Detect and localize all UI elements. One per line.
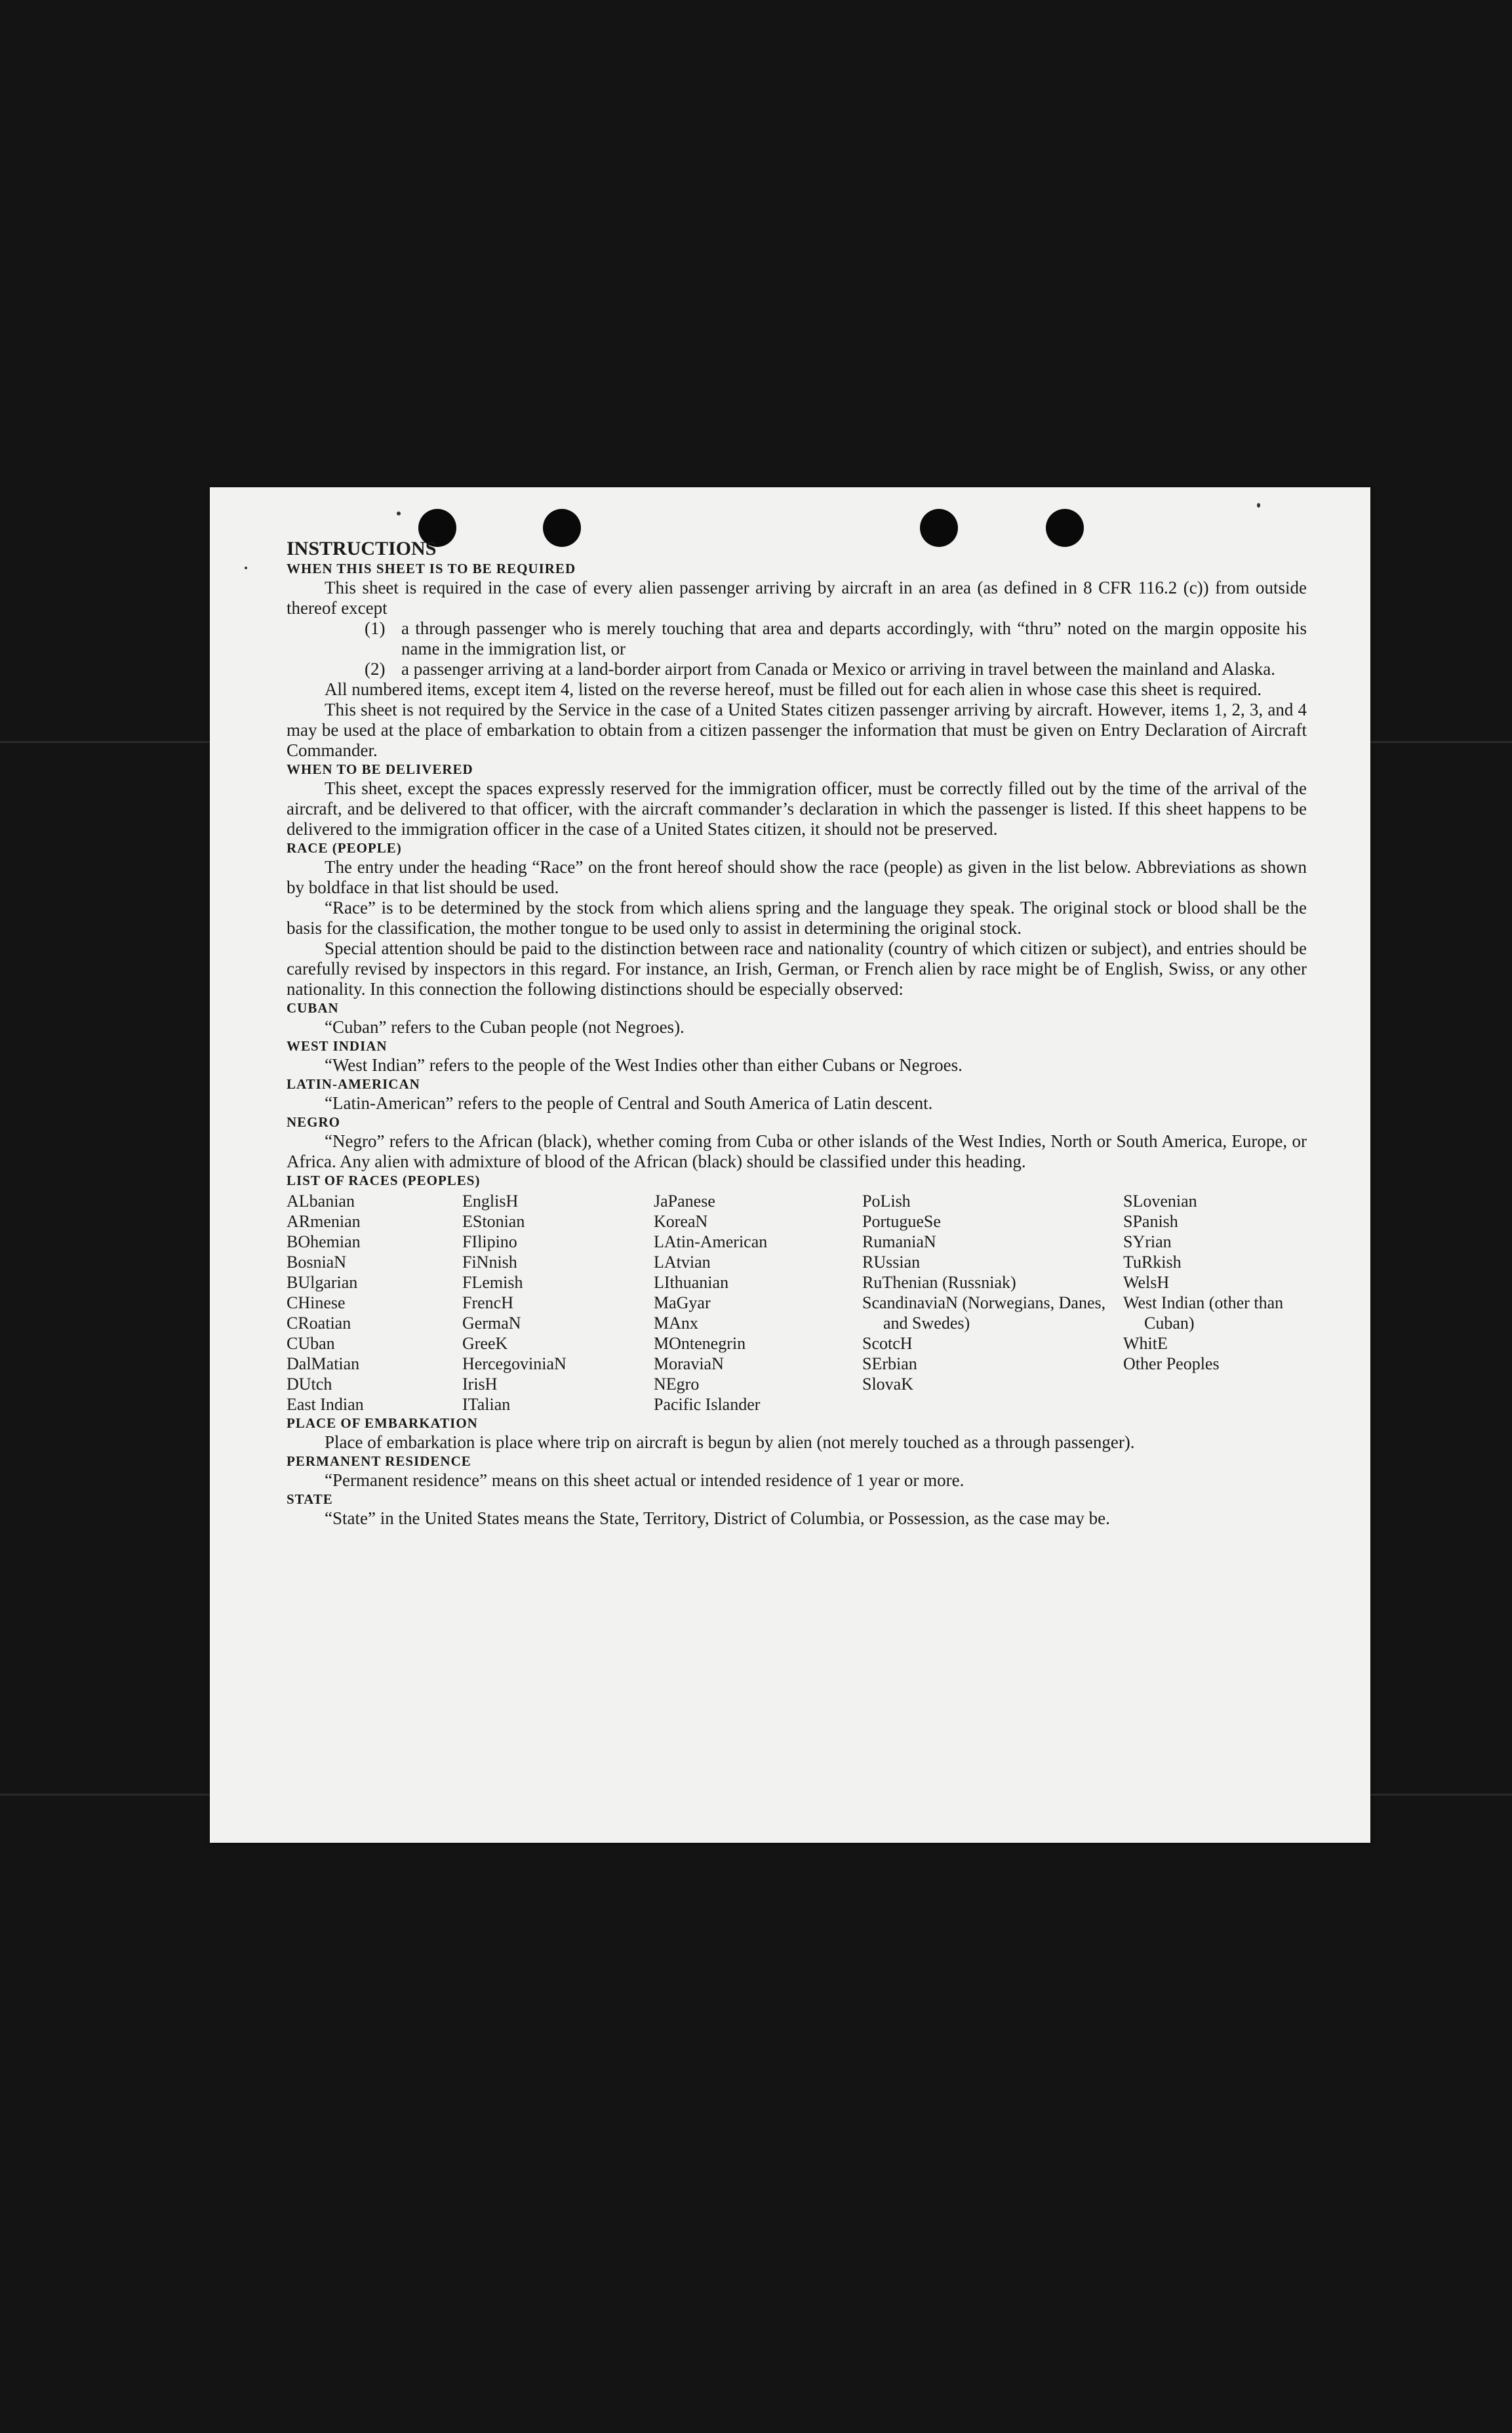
race-entry: Pacific Islander bbox=[654, 1395, 761, 1414]
race-entry: GreeK bbox=[462, 1334, 508, 1353]
races-column bbox=[654, 1191, 862, 1415]
section-heading-state: STATE bbox=[287, 1491, 333, 1507]
race-entry: PortugueSe bbox=[862, 1212, 941, 1231]
race-entry: KoreaN bbox=[654, 1212, 708, 1231]
paragraph: “Latin-American” refers to the people of Central and South America of Latin descent. bbox=[325, 1093, 933, 1113]
race-entry: HercegoviniaN bbox=[462, 1354, 567, 1373]
paragraph: “Negro” refers to the African (black), whether coming from Cuba or other islands of the West Indies, North or South America, Europe, or Africa. Any alien with admixture of blood of the African (black) should be classified under this heading. bbox=[287, 1131, 1307, 1171]
race-entry: RuThenian (Russniak) bbox=[862, 1273, 1016, 1292]
races-column bbox=[1123, 1191, 1307, 1415]
race-entry: ARmenian bbox=[287, 1212, 361, 1231]
paragraph: This sheet is required in the case of every alien passenger arriving by aircraft in an area (as defined in 8 CFR 116.2 (c)) from outside thereof except bbox=[287, 578, 1307, 618]
page-title: INSTRUCTIONS bbox=[287, 538, 437, 559]
section-heading-when-required: WHEN THIS SHEET IS TO BE REQUIRED bbox=[287, 561, 576, 576]
race-entry: ScandinaviaN (Norwegians, Danes, and Swedes) bbox=[862, 1293, 1106, 1333]
paragraph: Place of embarkation is place where trip on aircraft is begun by alien (not merely touched as a through passenger). bbox=[325, 1432, 1135, 1452]
race-entry: SlovaK bbox=[862, 1375, 913, 1394]
race-entry: BosniaN bbox=[287, 1253, 346, 1272]
race-entry: LAtin-American bbox=[654, 1232, 768, 1251]
race-entry: CRoatian bbox=[287, 1314, 351, 1333]
races-list bbox=[287, 1191, 1307, 1415]
races-column bbox=[287, 1191, 462, 1415]
paragraph: Special attention should be paid to the distinction between race and nationality (country of which citizen or subject), and entries should be carefully revised by inspectors in this regard. For instance, an Irish, German, or French alien by race might be of English, Swiss, or any other nationality. In this connection the following distinctions should be especially observed: bbox=[287, 938, 1307, 999]
race-entry: BOhemian bbox=[287, 1232, 361, 1251]
race-entry: ALbanian bbox=[287, 1192, 355, 1211]
race-entry: MOntenegrin bbox=[654, 1334, 746, 1353]
race-entry: GermaN bbox=[462, 1314, 521, 1333]
race-entry: TuRkish bbox=[1123, 1253, 1182, 1272]
paragraph: All numbered items, except item 4, listed on the reverse hereof, must be filled out for each alien in whose case this sheet is required. bbox=[325, 679, 1262, 699]
paper-speck bbox=[1257, 503, 1260, 508]
item-number: (1) bbox=[365, 618, 386, 638]
paragraph: “Permanent residence” means on this sheet actual or intended residence of 1 year or more. bbox=[325, 1470, 965, 1490]
paragraph: “State” in the United States means the State, Territory, District of Columbia, or Possession, as the case may be. bbox=[325, 1508, 1110, 1528]
race-entry: MoraviaN bbox=[654, 1354, 724, 1373]
paragraph: This sheet, except the spaces expressly reserved for the immigration officer, must be correctly filled out by the time of the arrival of the aircraft, and be delivered to that officer, with the aircraft commander’s declaration in which the passenger is listed. If this sheet happens to be delivered to the immigration officer in the case of a United States citizen, it should not be preserved. bbox=[287, 778, 1307, 839]
race-entry: DalMatian bbox=[287, 1354, 360, 1373]
paragraph: “Cuban” refers to the Cuban people (not Negroes). bbox=[325, 1017, 685, 1037]
race-entry: FiNnish bbox=[462, 1253, 517, 1272]
race-entry: PoLish bbox=[862, 1192, 911, 1211]
race-entry: CUban bbox=[287, 1334, 335, 1353]
section-heading-place-of-embarkation: PLACE OF EMBARKATION bbox=[287, 1415, 478, 1431]
section-heading-list-of-races: LIST OF RACES (PEOPLES) bbox=[287, 1173, 481, 1188]
section-heading-permanent-residence: PERMANENT RESIDENCE bbox=[287, 1453, 471, 1469]
race-entry: FrencH bbox=[462, 1293, 513, 1312]
race-entry: East Indian bbox=[287, 1395, 364, 1414]
race-entry: WelsH bbox=[1123, 1273, 1170, 1292]
race-entry: DUtch bbox=[287, 1375, 332, 1394]
race-entry: FLemish bbox=[462, 1273, 523, 1292]
section-heading-race: RACE (PEOPLE) bbox=[287, 840, 402, 856]
race-entry: SLovenian bbox=[1123, 1192, 1197, 1211]
race-entry: IrisH bbox=[462, 1375, 498, 1394]
race-entry: NEgro bbox=[654, 1375, 700, 1394]
section-heading-negro: NEGRO bbox=[287, 1114, 341, 1130]
race-entry: LAtvian bbox=[654, 1253, 711, 1272]
race-entry: EnglisH bbox=[462, 1192, 519, 1211]
section-heading-cuban: CUBAN bbox=[287, 1000, 339, 1016]
race-entry: SErbian bbox=[862, 1354, 917, 1373]
numbered-item bbox=[365, 659, 1307, 679]
instruction-sheet bbox=[210, 487, 1370, 1843]
race-entry: LIthuanian bbox=[654, 1273, 729, 1292]
race-entry: SPanish bbox=[1123, 1212, 1178, 1231]
paper-speck bbox=[397, 512, 401, 515]
race-entry: ScotcH bbox=[862, 1334, 913, 1353]
instructions-body bbox=[287, 538, 1307, 1529]
section-heading-when-delivered: WHEN TO BE DELIVERED bbox=[287, 761, 473, 777]
race-entry: RumaniaN bbox=[862, 1232, 936, 1251]
race-entry: West Indian (other than Cuban) bbox=[1123, 1293, 1284, 1333]
paragraph: The entry under the heading “Race” on the front hereof should show the race (people) as given in the list below. Abbreviations as shown by boldface in that list should be used. bbox=[287, 857, 1307, 897]
paragraph: This sheet is not required by the Service in the case of a United States citizen passenger arriving by aircraft. However, items 1, 2, 3, and 4 may be used at the place of embarkation to obtain from a citizen passenger the information that must be given on Entry Declaration of Aircraft Commander. bbox=[287, 700, 1307, 760]
race-entry: RUssian bbox=[862, 1253, 921, 1272]
races-column bbox=[462, 1191, 654, 1415]
item-number: (2) bbox=[365, 659, 386, 679]
race-entry: EStonian bbox=[462, 1212, 525, 1231]
race-entry: MAnx bbox=[654, 1314, 698, 1333]
race-entry: ITalian bbox=[462, 1395, 511, 1414]
race-entry: Other Peoples bbox=[1123, 1354, 1220, 1373]
race-entry: SYrian bbox=[1123, 1232, 1172, 1251]
races-column bbox=[862, 1191, 1123, 1415]
race-entry: WhitE bbox=[1123, 1334, 1168, 1353]
paper-speck bbox=[245, 567, 247, 569]
item-text: a through passenger who is merely touching that area and departs accordingly, with “thru” noted on the margin opposite his name in the immigration list, or bbox=[401, 618, 1307, 658]
race-entry: FIlipino bbox=[462, 1232, 517, 1251]
race-entry: MaGyar bbox=[654, 1293, 711, 1312]
numbered-item bbox=[365, 618, 1307, 659]
paragraph: “Race” is to be determined by the stock from which aliens spring and the language they speak. The original stock or blood shall be the basis for the classification, the mother tongue to be used only to assist in determining the original stock. bbox=[287, 898, 1307, 938]
section-heading-west-indian: WEST INDIAN bbox=[287, 1038, 388, 1054]
race-entry: BUlgarian bbox=[287, 1273, 358, 1292]
section-heading-latin-american: LATIN-AMERICAN bbox=[287, 1076, 420, 1092]
race-entry: CHinese bbox=[287, 1293, 346, 1312]
paragraph: “West Indian” refers to the people of the West Indies other than either Cubans or Negroes. bbox=[325, 1055, 963, 1075]
item-text: a passenger arriving at a land-border airport from Canada or Mexico or arriving in travel between the mainland and Alaska. bbox=[401, 659, 1276, 679]
race-entry: JaPanese bbox=[654, 1192, 715, 1211]
